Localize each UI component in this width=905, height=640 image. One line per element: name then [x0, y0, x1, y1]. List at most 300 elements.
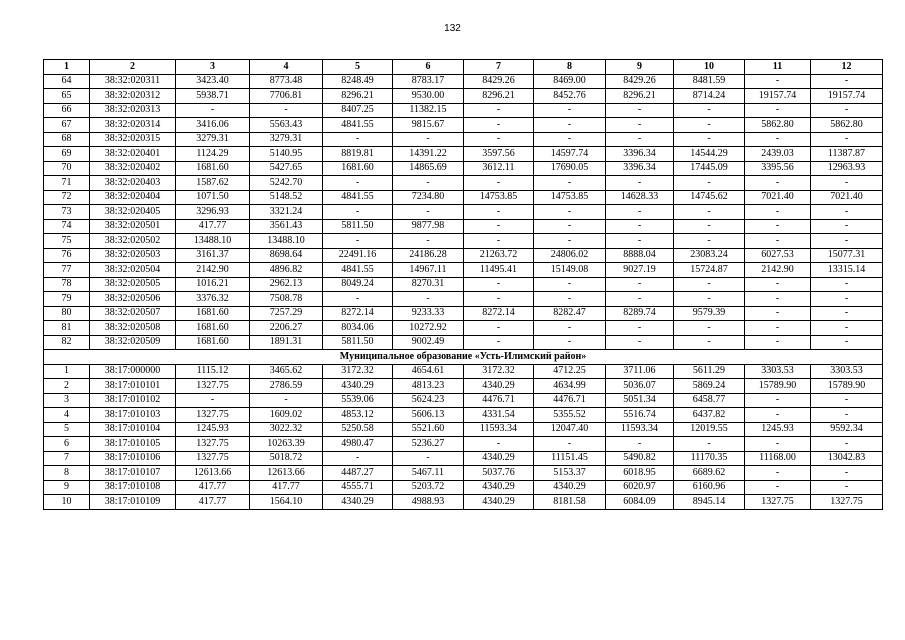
table-cell: 10272.92 [393, 321, 464, 336]
table-cell: 1609.02 [250, 408, 323, 423]
table-cell: 5811.50 [323, 335, 393, 350]
table-cell: - [811, 103, 883, 118]
table-cell: 3416.06 [176, 118, 250, 133]
table-cell: - [464, 335, 534, 350]
table-cell: 4 [44, 408, 90, 423]
table-cell: - [745, 103, 811, 118]
table-cell: 8452.76 [534, 89, 606, 104]
table-cell: 38:32:020402 [90, 161, 176, 176]
table-cell: 5467.11 [393, 466, 464, 481]
table-cell: 78 [44, 277, 90, 292]
section-title: Муниципальное образование «Усть-Илимский район» [44, 350, 883, 365]
table-row [44, 408, 883, 423]
table-cell: 5051.34 [606, 393, 674, 408]
table-cell: - [811, 393, 883, 408]
table-cell: 4896.82 [250, 263, 323, 278]
table-cell: 72 [44, 190, 90, 205]
table-cell: 15724.87 [674, 263, 745, 278]
table-cell: 8181.58 [534, 495, 606, 510]
table-cell: 74 [44, 219, 90, 234]
table-cell: - [674, 132, 745, 147]
table-cell: - [811, 234, 883, 249]
table-cell: 38:17:010107 [90, 466, 176, 481]
table-cell: 9233.33 [393, 306, 464, 321]
table-cell: - [745, 292, 811, 307]
table-cell: - [323, 176, 393, 191]
table-cell: 2142.90 [745, 263, 811, 278]
table-cell: 9530.00 [393, 89, 464, 104]
table-cell: - [745, 176, 811, 191]
table-cell: - [745, 321, 811, 336]
table-cell: 417.77 [250, 480, 323, 495]
table-body-ust-ilimsk [44, 364, 883, 509]
table-cell: 38:32:020404 [90, 190, 176, 205]
table-cell: 75 [44, 234, 90, 249]
table-cell: - [176, 393, 250, 408]
table-cell: - [464, 205, 534, 220]
table-cell: 8698.64 [250, 248, 323, 263]
table-row [44, 219, 883, 234]
data-table [43, 59, 883, 510]
table-cell: - [464, 277, 534, 292]
table-cell: 24186.28 [393, 248, 464, 263]
table-cell: 38:32:020502 [90, 234, 176, 249]
table-row [44, 495, 883, 510]
table-cell: 5203.72 [393, 480, 464, 495]
table-cell: 5624.23 [393, 393, 464, 408]
table-cell: 13315.14 [811, 263, 883, 278]
table-cell: 12613.66 [176, 466, 250, 481]
table-cell: 11593.34 [464, 422, 534, 437]
table-cell: 3296.93 [176, 205, 250, 220]
table-cell: 8034.06 [323, 321, 393, 336]
table-row [44, 292, 883, 307]
table-cell: 1016.21 [176, 277, 250, 292]
table-cell: 1681.60 [176, 161, 250, 176]
table-cell: 7508.78 [250, 292, 323, 307]
table-cell: - [745, 335, 811, 350]
table-row [44, 147, 883, 162]
table-cell: 3321.24 [250, 205, 323, 220]
table-cell: - [674, 335, 745, 350]
table-cell: 69 [44, 147, 90, 162]
table-cell: 14544.29 [674, 147, 745, 162]
table-cell: 1891.31 [250, 335, 323, 350]
table-cell: 9877.98 [393, 219, 464, 234]
table-cell: 8819.81 [323, 147, 393, 162]
table-cell: 17445.09 [674, 161, 745, 176]
table-cell: 3376.32 [176, 292, 250, 307]
table-cell: 38:32:020401 [90, 147, 176, 162]
table-cell: 5 [44, 422, 90, 437]
table-row [44, 176, 883, 191]
table-cell: 10 [44, 495, 90, 510]
table-cell: 9027.19 [606, 263, 674, 278]
table-cell: 38:32:020509 [90, 335, 176, 350]
table-cell: 38:17:010102 [90, 393, 176, 408]
page-number: 132 [444, 23, 461, 34]
table-cell: 4841.55 [323, 263, 393, 278]
table-cell: 5140.95 [250, 147, 323, 162]
table-cell: 4654.61 [393, 364, 464, 379]
table-cell: - [745, 480, 811, 495]
column-header: 9 [606, 60, 674, 75]
table-cell: 38:17:010103 [90, 408, 176, 423]
table-cell: 5539.06 [323, 393, 393, 408]
table-row [44, 422, 883, 437]
table-cell: - [176, 103, 250, 118]
table-cell: 5611.29 [674, 364, 745, 379]
table-cell: 4340.29 [464, 379, 534, 394]
column-header: 3 [176, 60, 250, 75]
column-header: 11 [745, 60, 811, 75]
table-cell: 3022.32 [250, 422, 323, 437]
table-cell: 5516.74 [606, 408, 674, 423]
table-cell: 11170.35 [674, 451, 745, 466]
table-cell: 9579.39 [674, 306, 745, 321]
table-cell: 7 [44, 451, 90, 466]
table-cell: - [606, 176, 674, 191]
table-cell: - [674, 321, 745, 336]
table-cell: - [811, 466, 883, 481]
table-cell: 11151.45 [534, 451, 606, 466]
table-cell: 7021.40 [745, 190, 811, 205]
table-row [44, 466, 883, 481]
table-cell: 8714.24 [674, 89, 745, 104]
table-cell: 8272.14 [464, 306, 534, 321]
table-cell: 8773.48 [250, 74, 323, 89]
table-cell: 38:17:010101 [90, 379, 176, 394]
table-cell: 4853.12 [323, 408, 393, 423]
table-cell: - [464, 219, 534, 234]
table-cell: 38:32:020311 [90, 74, 176, 89]
table-cell: 5606.13 [393, 408, 464, 423]
table-cell: - [811, 176, 883, 191]
table-cell: 64 [44, 74, 90, 89]
table-cell: 67 [44, 118, 90, 133]
table-cell: 4331.54 [464, 408, 534, 423]
table-cell: 77 [44, 263, 90, 278]
table-cell: 3465.62 [250, 364, 323, 379]
table-cell: - [811, 321, 883, 336]
table-cell: - [393, 234, 464, 249]
table-cell: 2142.90 [176, 263, 250, 278]
table-cell: 9815.67 [393, 118, 464, 133]
column-header: 6 [393, 60, 464, 75]
table-cell: 14391.22 [393, 147, 464, 162]
table-cell: 3303.53 [745, 364, 811, 379]
table-cell: 15077.31 [811, 248, 883, 263]
table-cell: 5036.07 [606, 379, 674, 394]
table-cell: - [745, 393, 811, 408]
table-cell: - [745, 219, 811, 234]
table-cell: - [811, 437, 883, 452]
table-cell: 1681.60 [176, 306, 250, 321]
table-cell: 417.77 [176, 219, 250, 234]
table-cell: 38:17:010105 [90, 437, 176, 452]
table-cell: 38:32:020314 [90, 118, 176, 133]
table-cell: 3561.43 [250, 219, 323, 234]
table-cell: 2786.59 [250, 379, 323, 394]
table-cell: 13042.83 [811, 451, 883, 466]
table-cell: 8407.25 [323, 103, 393, 118]
table-cell: 5862.80 [811, 118, 883, 133]
table-row [44, 379, 883, 394]
table-row [44, 364, 883, 379]
table-cell: - [811, 335, 883, 350]
table-row [44, 451, 883, 466]
table-cell: 8272.14 [323, 306, 393, 321]
table-cell: - [674, 219, 745, 234]
table-cell: 6458.77 [674, 393, 745, 408]
table-row [44, 393, 883, 408]
table-cell: 3279.31 [250, 132, 323, 147]
table-cell: - [323, 205, 393, 220]
table-cell: 38:32:020405 [90, 205, 176, 220]
column-header: 12 [811, 60, 883, 75]
table-cell: - [811, 219, 883, 234]
table-cell: 14597.74 [534, 147, 606, 162]
column-header: 5 [323, 60, 393, 75]
table-cell: 4841.55 [323, 190, 393, 205]
table-row [44, 480, 883, 495]
table-cell: 1327.75 [176, 451, 250, 466]
table-cell: 4555.71 [323, 480, 393, 495]
table-cell: - [745, 234, 811, 249]
table-cell: 4340.29 [464, 480, 534, 495]
table-row [44, 234, 883, 249]
table-row [44, 277, 883, 292]
table-row [44, 118, 883, 133]
table-cell: 1681.60 [323, 161, 393, 176]
table-cell: - [674, 118, 745, 133]
table-cell: 1564.10 [250, 495, 323, 510]
table-cell: 8289.74 [606, 306, 674, 321]
table-cell: 3172.32 [464, 364, 534, 379]
table-cell: 5862.80 [745, 118, 811, 133]
table-cell: 70 [44, 161, 90, 176]
table-cell: 68 [44, 132, 90, 147]
table-body-district-a [44, 74, 883, 350]
column-header: 7 [464, 60, 534, 75]
table-cell: 8888.04 [606, 248, 674, 263]
column-header: 10 [674, 60, 745, 75]
table-row [44, 248, 883, 263]
table-cell: - [606, 103, 674, 118]
table-cell: - [606, 437, 674, 452]
table-cell: 73 [44, 205, 90, 220]
table-cell: 38:32:020503 [90, 248, 176, 263]
table-cell: 5490.82 [606, 451, 674, 466]
table-cell: 1327.75 [176, 379, 250, 394]
table-cell: 8049.24 [323, 277, 393, 292]
table-cell: - [534, 234, 606, 249]
table-cell: - [811, 74, 883, 89]
table-cell: 8 [44, 466, 90, 481]
table-row [44, 161, 883, 176]
table-cell: - [606, 292, 674, 307]
table-cell: 11387.87 [811, 147, 883, 162]
table-cell: 11593.34 [606, 422, 674, 437]
table-cell: 23083.24 [674, 248, 745, 263]
table-cell: - [811, 205, 883, 220]
table-cell: 1327.75 [745, 495, 811, 510]
table-cell: 7234.80 [393, 190, 464, 205]
table-cell: - [464, 118, 534, 133]
table-cell: 9 [44, 480, 90, 495]
table-cell: - [534, 176, 606, 191]
table-cell: - [393, 132, 464, 147]
table-cell: 6020.97 [606, 480, 674, 495]
table-cell: 38:32:020501 [90, 219, 176, 234]
table-cell: 9002.49 [393, 335, 464, 350]
table-cell: 1327.75 [176, 408, 250, 423]
table-cell: - [534, 437, 606, 452]
table-cell: 65 [44, 89, 90, 104]
table-cell: 38:32:020312 [90, 89, 176, 104]
table-cell: 5236.27 [393, 437, 464, 452]
table-cell: 12047.40 [534, 422, 606, 437]
table-cell: 5250.58 [323, 422, 393, 437]
table-cell: 8270.31 [393, 277, 464, 292]
table-cell: 14745.62 [674, 190, 745, 205]
table-cell: 14628.33 [606, 190, 674, 205]
table-cell: - [674, 292, 745, 307]
table-cell: 4476.71 [464, 393, 534, 408]
table-cell: 13488.10 [176, 234, 250, 249]
table-cell: - [674, 205, 745, 220]
table-cell: 38:17:010106 [90, 451, 176, 466]
table-cell: - [811, 408, 883, 423]
table-cell: - [393, 176, 464, 191]
table-cell: 4487.27 [323, 466, 393, 481]
table-cell: - [534, 132, 606, 147]
table-cell: 38:17:000000 [90, 364, 176, 379]
table-cell: 15789.90 [745, 379, 811, 394]
table-cell: - [811, 132, 883, 147]
table-cell: 4813.23 [393, 379, 464, 394]
table-cell: 38:17:010104 [90, 422, 176, 437]
table-cell: 12613.66 [250, 466, 323, 481]
table-cell: 5427.65 [250, 161, 323, 176]
table-cell: - [745, 437, 811, 452]
table-cell: - [745, 466, 811, 481]
table-cell: - [464, 292, 534, 307]
table-row [44, 321, 883, 336]
table-cell: 2439.03 [745, 147, 811, 162]
table-cell: 3396.34 [606, 161, 674, 176]
table-cell: - [606, 205, 674, 220]
table-cell: 14753.85 [464, 190, 534, 205]
table-cell: - [393, 292, 464, 307]
table-row [44, 335, 883, 350]
table-cell: 10263.39 [250, 437, 323, 452]
table-cell: 2962.13 [250, 277, 323, 292]
table-cell: 66 [44, 103, 90, 118]
table-cell: 417.77 [176, 480, 250, 495]
table-cell: 4988.93 [393, 495, 464, 510]
table-cell: 5037.76 [464, 466, 534, 481]
table-row [44, 263, 883, 278]
table-cell: - [811, 480, 883, 495]
table-cell: 1071.50 [176, 190, 250, 205]
table-cell: 14753.85 [534, 190, 606, 205]
table-cell: 11382.15 [393, 103, 464, 118]
table-cell: - [534, 103, 606, 118]
table-cell: - [464, 132, 534, 147]
table-cell: - [606, 234, 674, 249]
table-cell: 6084.09 [606, 495, 674, 510]
table-cell: 7257.29 [250, 306, 323, 321]
table-cell: 6689.62 [674, 466, 745, 481]
table-cell: 3597.56 [464, 147, 534, 162]
table-cell: - [464, 437, 534, 452]
table-cell: - [745, 132, 811, 147]
table-cell: 38:32:020504 [90, 263, 176, 278]
table-cell: 12963.93 [811, 161, 883, 176]
table-cell: 8296.21 [606, 89, 674, 104]
table-cell: 5869.24 [674, 379, 745, 394]
table-row [44, 437, 883, 452]
column-header: 8 [534, 60, 606, 75]
table-cell: 7021.40 [811, 190, 883, 205]
table-cell: 14865.69 [393, 161, 464, 176]
table-cell: 8481.59 [674, 74, 745, 89]
table-row [44, 103, 883, 118]
table-cell: - [674, 234, 745, 249]
table-cell: 71 [44, 176, 90, 191]
table-cell: 7706.81 [250, 89, 323, 104]
table-cell: 5153.37 [534, 466, 606, 481]
table-cell: 22491.16 [323, 248, 393, 263]
table-cell: 12019.55 [674, 422, 745, 437]
table-row [44, 190, 883, 205]
table-cell: - [674, 103, 745, 118]
table-cell: - [606, 335, 674, 350]
table-cell: - [464, 103, 534, 118]
table-cell: 9592.34 [811, 422, 883, 437]
table-cell: - [323, 234, 393, 249]
table-cell: - [393, 451, 464, 466]
table-row [44, 205, 883, 220]
table-cell: 38:32:020403 [90, 176, 176, 191]
column-header: 1 [44, 60, 90, 75]
table-cell: 76 [44, 248, 90, 263]
table-cell: 4340.29 [534, 480, 606, 495]
table-cell: 3279.31 [176, 132, 250, 147]
table-cell: 1681.60 [176, 335, 250, 350]
column-header: 4 [250, 60, 323, 75]
table-cell: - [534, 292, 606, 307]
table-cell: 38:32:020507 [90, 306, 176, 321]
table-cell: 1245.93 [176, 422, 250, 437]
table-cell: 4476.71 [534, 393, 606, 408]
table-cell: 8296.21 [464, 89, 534, 104]
table-cell: 6160.96 [674, 480, 745, 495]
table-cell: 38:32:020313 [90, 103, 176, 118]
table-cell: 8945.14 [674, 495, 745, 510]
table-cell: 4841.55 [323, 118, 393, 133]
table-cell: 5018.72 [250, 451, 323, 466]
table-cell: 6 [44, 437, 90, 452]
table-cell: - [674, 277, 745, 292]
table-cell: 38:17:010109 [90, 495, 176, 510]
table-cell: - [534, 219, 606, 234]
table-cell: 5563.43 [250, 118, 323, 133]
table-cell: 4340.29 [464, 495, 534, 510]
table-cell: - [534, 335, 606, 350]
table-cell: - [464, 176, 534, 191]
